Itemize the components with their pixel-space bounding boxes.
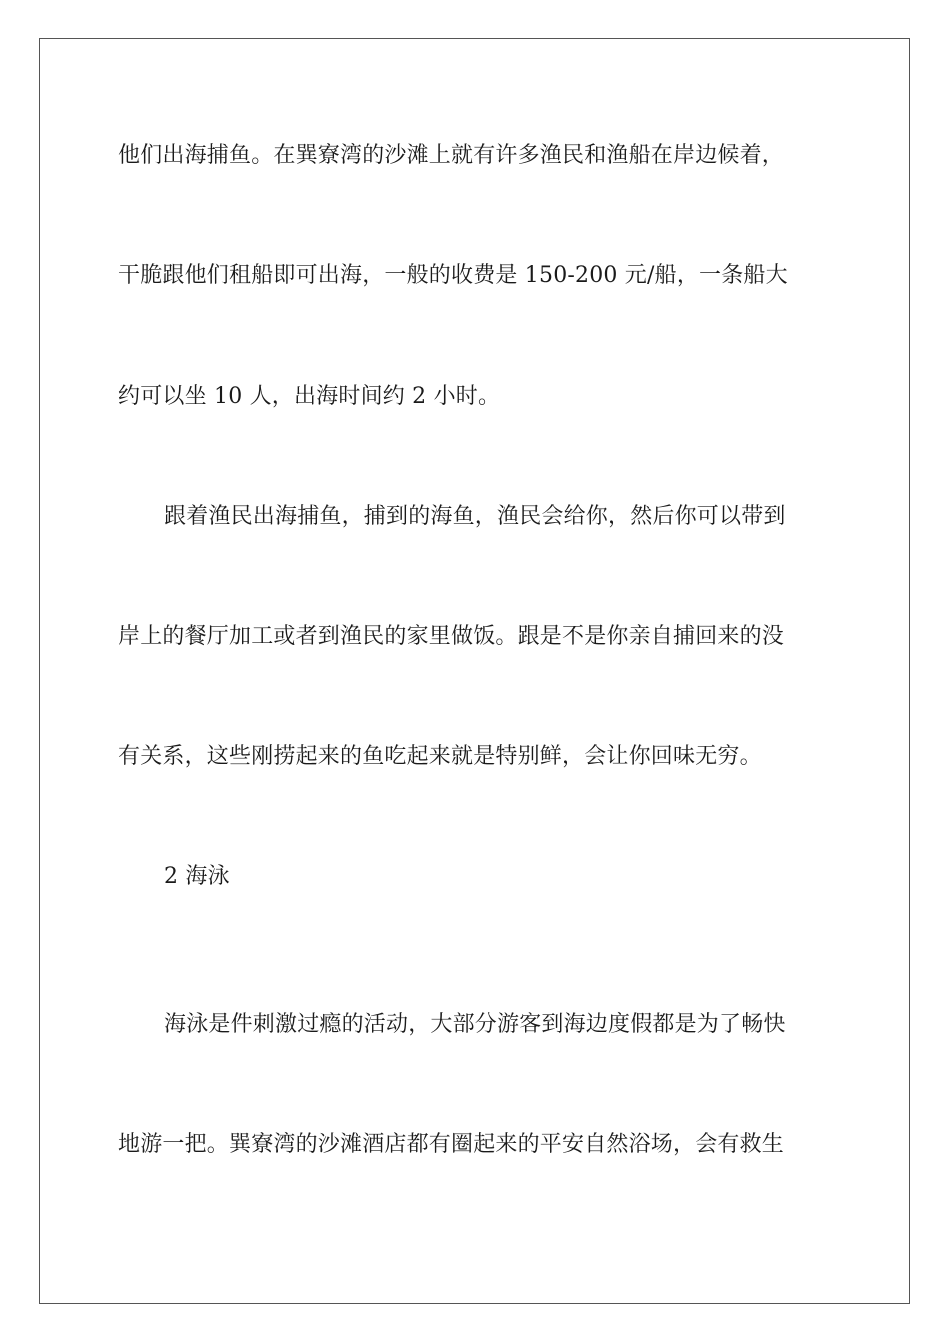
text-line-5: 岸上的餐厅加工或者到渔民的家里做饭。跟是不是你亲自捕回来的没 — [118, 624, 785, 649]
text-line-4: 跟着渔民出海捕鱼，捕到的海鱼，渔民会给你，然后你可以带到 — [164, 504, 786, 529]
text-line-3: 约可以坐 10 人，出海时间约 2 小时。 — [118, 384, 501, 409]
text-line-2: 干脆跟他们租船即可出海，一般的收费是 150-200 元/船，一条船大 — [118, 263, 788, 288]
text-line-7: 海泳是件刺激过瘾的活动，大部分游客到海边度假都是为了畅快 — [164, 1012, 786, 1037]
section-heading: 2 海泳 — [164, 864, 230, 889]
text-line-6: 有关系，这些刚捞起来的鱼吃起来就是特别鲜，会让你回味无穷。 — [118, 744, 762, 769]
text-line-8: 地游一把。巽寮湾的沙滩酒店都有圈起来的平安自然浴场，会有救生 — [118, 1132, 785, 1157]
page-frame — [39, 38, 910, 1304]
text-line-1: 他们出海捕鱼。在巽寮湾的沙滩上就有许多渔民和渔船在岸边候着， — [118, 143, 785, 168]
